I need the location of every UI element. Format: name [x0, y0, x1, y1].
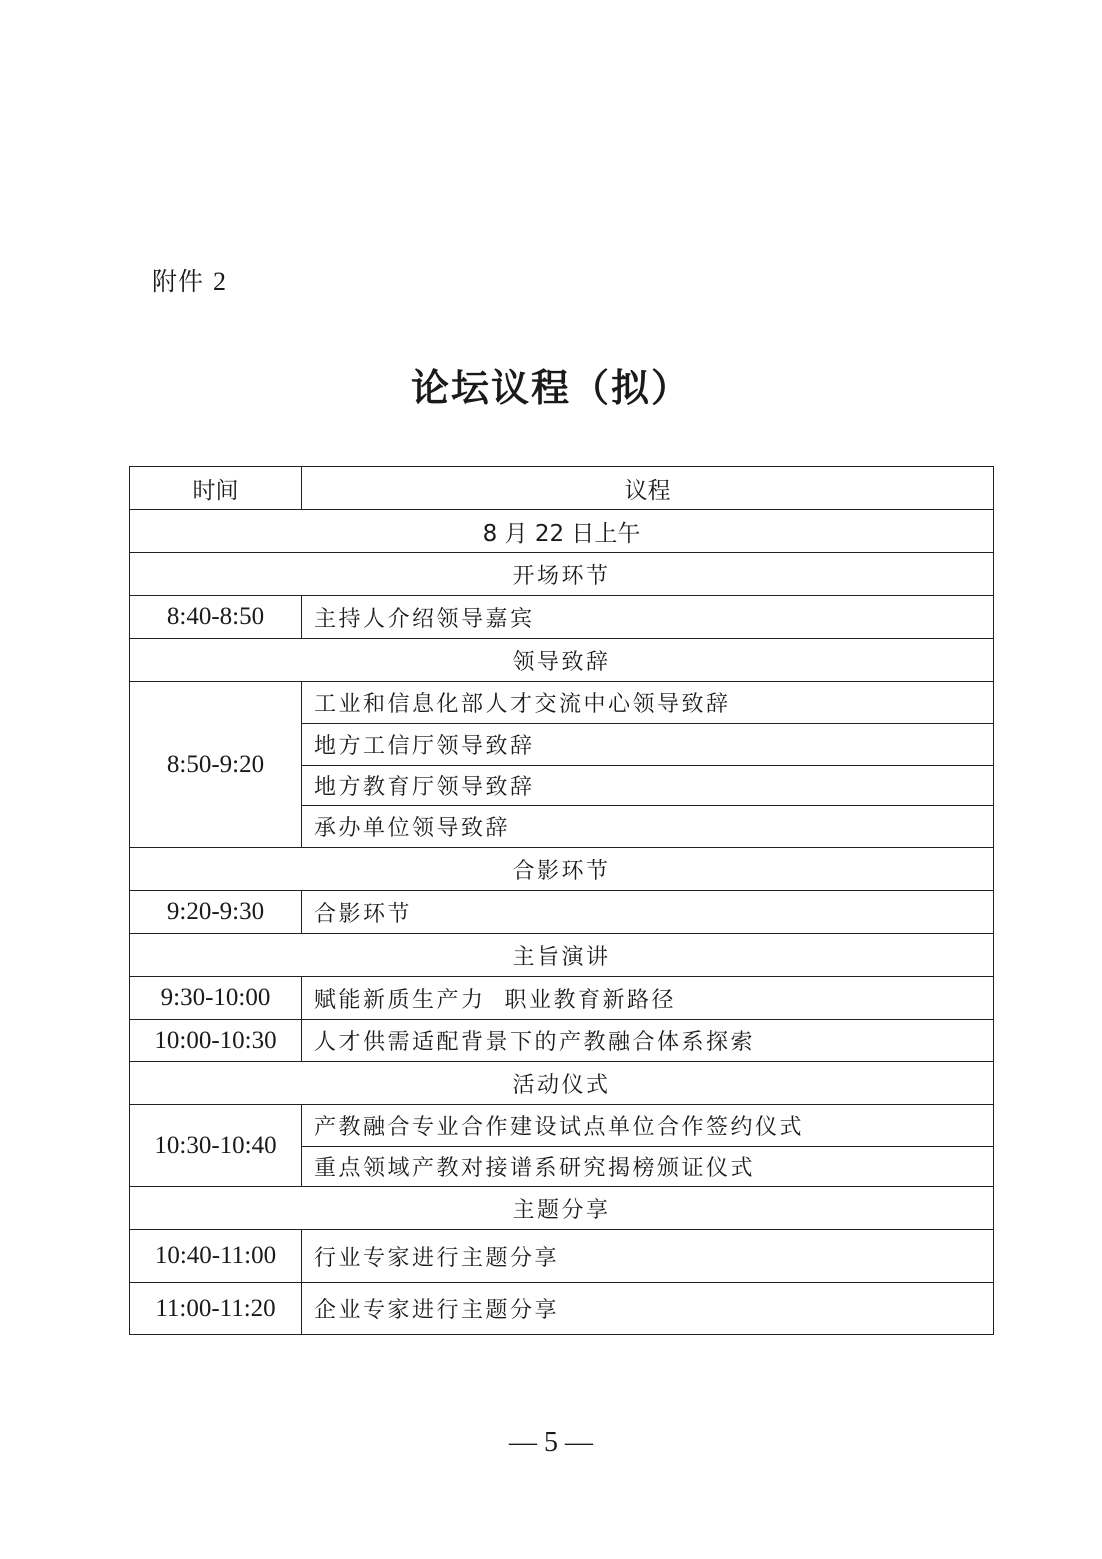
table-row [130, 1105, 994, 1147]
table-row [130, 596, 994, 639]
section-title: 领导致辞 [130, 639, 994, 682]
section-title: 合影环节 [130, 848, 994, 891]
date-cell: 8 月 22 日上午 [130, 510, 994, 553]
header-time: 时间 [130, 467, 302, 510]
section-row [130, 848, 994, 891]
table-row [130, 1283, 994, 1335]
time-cell: 8:40-8:50 [130, 596, 302, 639]
time-cell: 10:40-11:00 [130, 1230, 302, 1283]
agenda-item: 企业专家进行主题分享 [302, 1283, 994, 1335]
agenda-table [129, 466, 994, 1335]
agenda-item: 人才供需适配背景下的产教融合体系探索 [302, 1020, 994, 1062]
section-title: 主旨演讲 [130, 934, 994, 977]
table-row [130, 1230, 994, 1283]
section-row [130, 553, 994, 596]
table-row [130, 682, 994, 724]
time-cell: 9:20-9:30 [130, 891, 302, 934]
page-title: 论坛议程（拟） [410, 366, 691, 410]
agenda-item: 地方工信厅领导致辞 [302, 724, 994, 766]
section-title: 活动仪式 [130, 1062, 994, 1105]
section-row [130, 1187, 994, 1230]
table-row [130, 977, 994, 1020]
attachment-number: 2 [212, 267, 227, 296]
agenda-item: 工业和信息化部人才交流中心领导致辞 [302, 682, 994, 724]
section-row [130, 934, 994, 977]
agenda-item: 合影环节 [302, 891, 994, 934]
agenda-item: 重点领域产教对接谱系研究揭榜颁证仪式 [302, 1147, 994, 1187]
header-agenda: 议程 [302, 467, 994, 510]
agenda-item: 地方教育厅领导致辞 [302, 766, 994, 806]
agenda-item: 赋能新质生产力 职业教育新路径 [302, 977, 994, 1020]
agenda-item: 主持人介绍领导嘉宾 [302, 596, 994, 639]
agenda-item: 产教融合专业合作建设试点单位合作签约仪式 [302, 1105, 994, 1147]
section-title: 开场环节 [130, 553, 994, 596]
section-row [130, 639, 994, 682]
time-cell: 11:00-11:20 [130, 1283, 302, 1335]
table-row [130, 1020, 994, 1062]
time-cell: 10:30-10:40 [130, 1105, 302, 1187]
table-row [130, 891, 994, 934]
attachment-label [152, 262, 227, 298]
time-cell: 10:00-10:30 [130, 1020, 302, 1062]
agenda-item: 行业专家进行主题分享 [302, 1230, 994, 1283]
time-cell: 9:30-10:00 [130, 977, 302, 1020]
section-row [130, 1062, 994, 1105]
page-number: — 5 — [509, 1427, 593, 1458]
section-title: 主题分享 [130, 1187, 994, 1230]
table-header-row [130, 467, 994, 510]
time-cell: 8:50-9:20 [130, 682, 302, 848]
agenda-item: 承办单位领导致辞 [302, 806, 994, 848]
date-row [130, 510, 994, 553]
attachment-text: 附件 [152, 267, 205, 296]
